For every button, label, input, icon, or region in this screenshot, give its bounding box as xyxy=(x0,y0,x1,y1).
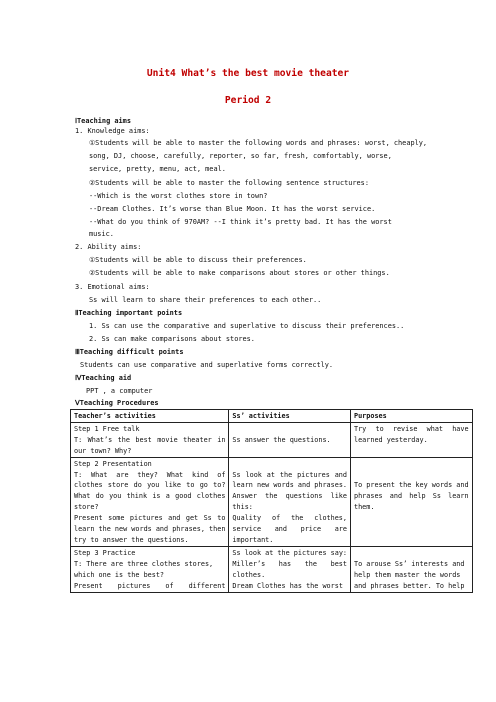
sentence-1: --Which is the worst clothes store in town? xyxy=(89,192,268,200)
cell-line: Dream Clothes has the worst xyxy=(232,581,343,590)
purposes-cell xyxy=(351,422,473,457)
knowledge-heading: 1. Knowledge aims: xyxy=(75,127,150,135)
procedures-table xyxy=(70,409,473,593)
cell-line: store? xyxy=(74,503,99,512)
cell-line: Step 3 Practice xyxy=(74,548,136,557)
cell-line: Ss look at the pictures say: xyxy=(232,548,347,557)
teaching-aid-heading: ⅣTeaching aid xyxy=(75,374,132,382)
students-cell xyxy=(229,422,351,457)
cell-line: Present some pictures and get Ss to xyxy=(74,514,226,523)
knowledge-item-1-line-1: ①Students will be able to master the following words and phrases: worst, cheaply, xyxy=(89,139,428,147)
teacher-cell xyxy=(71,422,229,457)
cell-line: T: There are three clothes stores, xyxy=(74,559,214,568)
cell-spacer xyxy=(232,424,347,435)
cell-line: Present pictures of different xyxy=(74,581,226,590)
cell-line: try to answer the questions. xyxy=(74,535,189,544)
cell-line: Answer the questions like xyxy=(232,492,347,501)
cell-line: learned yesterday. xyxy=(354,435,428,444)
cell-line: which one is the best? xyxy=(74,570,165,579)
difficult-point-1: Students can use comparative and superlative forms correctly. xyxy=(80,361,334,369)
sentence-3: --What do you think of 970AM? --I think it’s pretty bad. It has the worst xyxy=(89,218,392,226)
knowledge-item-1-line-3: service, pretty, menu, act, meal. xyxy=(89,165,226,173)
cell-line: this: xyxy=(232,503,253,512)
cell-line: What do you think is a good clothes xyxy=(74,492,226,501)
cell-line: important. xyxy=(232,535,274,544)
knowledge-item-2: ②Students will be able to master the following sentence structures: xyxy=(89,179,369,187)
ability-item-1: ①Students will be able to discuss their preferences. xyxy=(89,256,307,264)
cell-line: clothes. xyxy=(232,570,266,579)
procedures-heading: ⅤTeaching Procedures xyxy=(75,399,159,407)
cell-line: them. xyxy=(354,503,375,512)
cell-line: Try to revise what have xyxy=(354,424,469,433)
emotional-item-1: Ss will learn to share their preferences to each other.. xyxy=(89,296,322,304)
sentence-2: --Dream Clothes. It’s worse than Blue Moon. It has the worst service. xyxy=(89,205,376,213)
cell-line: our town? Why? xyxy=(74,446,132,455)
cell-line: phrases and help Ss learn xyxy=(354,492,469,501)
teacher-cell xyxy=(71,457,229,546)
cell-line: help them master the words xyxy=(354,570,461,579)
ability-heading: 2. Ability aims: xyxy=(75,243,142,251)
students-cell xyxy=(229,546,351,592)
table-row xyxy=(71,422,473,457)
cell-line: T: What are they? What kind of xyxy=(74,470,226,479)
teaching-aid-item: PPT , a computer xyxy=(86,387,153,395)
cell-line: learn the new words and phrases, then xyxy=(74,525,226,534)
page-subtitle: Period 2 xyxy=(224,95,272,106)
table-row xyxy=(71,546,473,592)
sentence-3-continued: music. xyxy=(89,230,114,238)
page-title: Unit4 What’s the best movie theater xyxy=(146,68,350,79)
students-cell xyxy=(229,457,351,546)
column-header-teacher: Teacher’s activities xyxy=(71,410,229,423)
important-point-1: 1. Ss can use the comparative and superlative to discuss their preferences.. xyxy=(89,322,405,330)
ability-item-2: ②Students will be able to make comparisons about stores or other things. xyxy=(89,269,390,277)
purposes-cell xyxy=(351,546,473,592)
cell-spacer xyxy=(354,459,469,470)
cell-spacer xyxy=(354,548,469,559)
cell-line: To present the key words and xyxy=(354,481,469,490)
cell-line: service and price are xyxy=(232,525,347,534)
cell-line: To arouse Ss’ interests and xyxy=(354,559,465,568)
purposes-cell xyxy=(351,457,473,546)
important-point-2: 2. Ss can make comparisons about stores. xyxy=(89,335,255,343)
table-header-row xyxy=(71,410,473,423)
column-header-students: Ss’ activities xyxy=(229,410,351,423)
cell-spacer xyxy=(232,459,347,470)
cell-spacer xyxy=(354,470,469,481)
cell-line: T: What’s the best movie theater in xyxy=(74,435,226,444)
cell-line: learn new words and phrases. xyxy=(232,481,347,490)
cell-line: and phrases better. To help xyxy=(354,581,465,590)
cell-line: Ss look at the pictures and xyxy=(232,470,347,479)
important-points-heading: ⅡTeaching important points xyxy=(75,309,183,317)
cell-line: Step 1 Free talk xyxy=(74,424,140,433)
cell-line: Ss answer the questions. xyxy=(232,435,331,444)
cell-line: Step 2 Presentation xyxy=(74,459,152,468)
cell-line: clothes store do you like to go to? xyxy=(74,481,226,490)
emotional-heading: 3. Emotional aims: xyxy=(75,283,150,291)
column-header-purposes: Purposes xyxy=(351,410,473,423)
cell-line: Quality of the clothes, xyxy=(232,514,347,523)
table-row xyxy=(71,457,473,546)
cell-line: Miller’s has the best xyxy=(232,559,347,568)
difficult-points-heading: ⅢTeaching difficult points xyxy=(75,348,184,356)
aims-heading: ⅠTeaching aims xyxy=(75,117,131,125)
knowledge-item-1-line-2: song, DJ, choose, carefully, reporter, so far, fresh, comfortably, worse, xyxy=(89,152,392,160)
teacher-cell xyxy=(71,546,229,592)
